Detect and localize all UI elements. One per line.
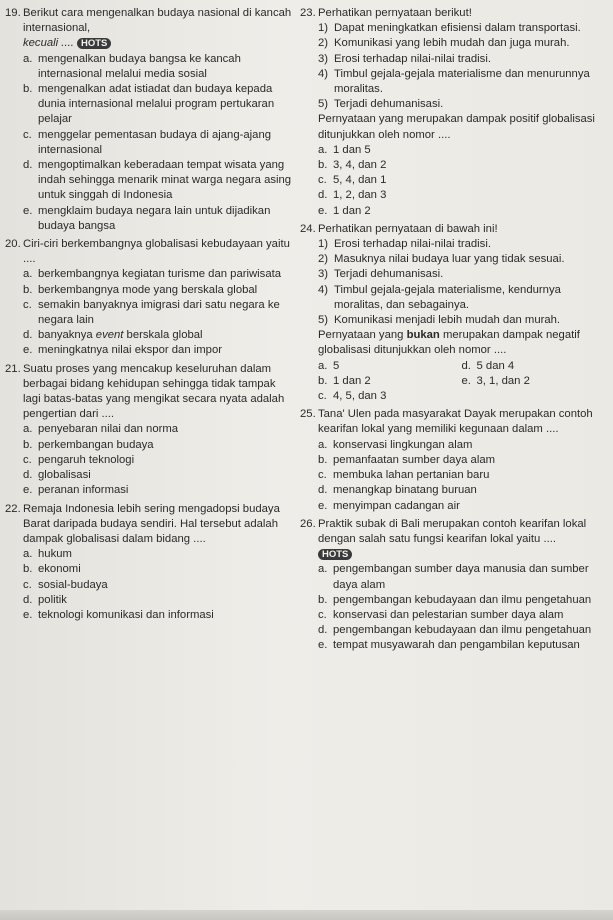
option-text: menangkap binatang buruan bbox=[333, 484, 477, 497]
option-text: berkembangnya kegiatan turisme dan pariwisata bbox=[38, 268, 282, 281]
option-b[interactable] bbox=[318, 453, 605, 468]
option-letter: d. bbox=[318, 189, 328, 202]
statement bbox=[318, 237, 605, 252]
option-c[interactable] bbox=[318, 468, 605, 483]
option-letter: e. bbox=[23, 484, 33, 497]
question-number: 24. bbox=[300, 222, 316, 235]
statement bbox=[318, 267, 605, 282]
option-text: membuka lahan pertanian baru bbox=[333, 469, 490, 482]
option-text: teknologi komunikasi dan informasi bbox=[38, 608, 214, 621]
question-prompt bbox=[318, 328, 605, 358]
question-21 bbox=[5, 362, 295, 499]
option-b[interactable] bbox=[23, 283, 295, 298]
question-number: 25. bbox=[300, 408, 316, 421]
option-text: 1, 2, dan 3 bbox=[333, 189, 387, 202]
option-d[interactable] bbox=[23, 328, 295, 343]
option-letter: d. bbox=[318, 484, 328, 497]
option-letter: e. bbox=[23, 204, 33, 217]
statement-text: Erosi terhadap nilai-nilai tradisi. bbox=[334, 238, 491, 251]
option-text: tempat musyawarah dan pengambilan keputusan bbox=[333, 639, 580, 652]
option-text: pemanfaatan sumber daya alam bbox=[333, 453, 496, 466]
option-e[interactable] bbox=[23, 204, 295, 234]
statement-number: 1) bbox=[318, 238, 329, 251]
option-text: 3, 1, dan 2 bbox=[476, 374, 530, 387]
statement-number: 4) bbox=[318, 67, 329, 80]
statement bbox=[318, 36, 605, 51]
option-b[interactable] bbox=[318, 374, 462, 389]
option-letter: e. bbox=[461, 374, 471, 387]
option-text: 5, 4, dan 1 bbox=[333, 174, 387, 187]
option-text: politik bbox=[38, 593, 67, 606]
option-letter: a. bbox=[318, 438, 328, 451]
option-b[interactable] bbox=[318, 593, 605, 608]
option-letter: e. bbox=[318, 204, 328, 217]
option-letter: e. bbox=[318, 639, 328, 652]
option-letter: d. bbox=[23, 593, 33, 606]
option-d[interactable] bbox=[318, 188, 605, 203]
option-e[interactable] bbox=[318, 204, 605, 219]
question-25 bbox=[300, 407, 605, 513]
option-letter: b. bbox=[23, 563, 33, 576]
option-text: 3, 4, dan 2 bbox=[333, 159, 387, 172]
prompt-part: Pernyataan yang bbox=[318, 329, 407, 342]
option-a[interactable] bbox=[318, 438, 605, 453]
option-letter: c. bbox=[23, 578, 32, 591]
option-text: 1 dan 2 bbox=[333, 374, 371, 387]
option-text: mengenalkan adat istiadat dan budaya kepada dunia internasional melalui program pertukaran pelajar bbox=[38, 83, 275, 126]
option-c[interactable] bbox=[23, 453, 295, 468]
option-letter: b. bbox=[318, 374, 328, 387]
option-c[interactable] bbox=[23, 578, 295, 593]
option-text: 4, 5, dan 3 bbox=[333, 390, 387, 403]
page-bottom-edge bbox=[0, 910, 613, 920]
option-letter: a. bbox=[23, 423, 33, 436]
left-column bbox=[5, 6, 295, 626]
option-text bbox=[38, 328, 295, 343]
option-d[interactable] bbox=[318, 623, 605, 638]
option-letter: a. bbox=[23, 548, 33, 561]
option-d[interactable] bbox=[23, 593, 295, 608]
option-letter: c. bbox=[318, 390, 327, 403]
option-text: menyimpan cadangan air bbox=[333, 499, 460, 512]
question-text: Tana' Ulen pada masyarakat Dayak merupakan contoh kearifan lokal yang memiliki kegunaan dalam .... bbox=[318, 408, 593, 436]
hots-badge-row bbox=[318, 547, 605, 562]
option-letter: b. bbox=[318, 453, 328, 466]
option-e[interactable] bbox=[318, 499, 605, 514]
option-letter: d. bbox=[318, 624, 328, 637]
question-prompt: Pernyataan yang merupakan dampak positif globalisasi ditunjukkan oleh nomor .... bbox=[318, 113, 595, 141]
option-text: mengenalkan budaya bangsa ke kancah internasional melalui media sosial bbox=[38, 52, 241, 80]
question-text: Remaja Indonesia lebih sering mengadopsi budaya Barat daripada budaya sendiri. Hal tersebut adalah dampak globalisasi dalam bidang .... bbox=[23, 502, 280, 545]
statement-number: 2) bbox=[318, 253, 329, 266]
option-text: konservasi dan pelestarian sumber daya alam bbox=[333, 608, 564, 621]
option-text-italic: event bbox=[95, 329, 124, 342]
option-c[interactable] bbox=[23, 298, 295, 328]
option-c[interactable] bbox=[318, 389, 462, 404]
option-c[interactable] bbox=[23, 128, 295, 158]
option-e[interactable] bbox=[318, 638, 605, 653]
option-letter: d. bbox=[23, 329, 33, 342]
question-text: Perhatikan pernyataan berikut! bbox=[318, 7, 472, 19]
option-d[interactable] bbox=[318, 483, 605, 498]
statement bbox=[318, 67, 605, 97]
question-23 bbox=[300, 6, 605, 219]
option-text: 5 dan 4 bbox=[476, 359, 515, 372]
option-a[interactable] bbox=[23, 422, 295, 437]
option-letter: b. bbox=[23, 83, 33, 96]
question-text: Ciri-ciri berkembangnya globalisasi kebudayaan yaitu .... bbox=[23, 238, 290, 266]
option-letter: d. bbox=[23, 469, 33, 482]
statement-text: Komunikasi yang lebih mudah dan juga murah. bbox=[334, 37, 570, 50]
right-column bbox=[300, 6, 605, 657]
option-b[interactable] bbox=[23, 438, 295, 453]
statement bbox=[318, 52, 605, 67]
option-letter: b. bbox=[318, 159, 328, 172]
option-text: pengembangan sumber daya manusia dan sumber daya alam bbox=[333, 563, 589, 591]
question-number: 22. bbox=[5, 502, 21, 515]
option-text: peranan informasi bbox=[38, 484, 129, 497]
option-d[interactable] bbox=[23, 158, 295, 204]
statement-number: 3) bbox=[318, 52, 329, 65]
question-number: 20. bbox=[5, 238, 21, 251]
statement-text: Terjadi dehumanisasi. bbox=[334, 98, 444, 111]
option-b[interactable] bbox=[23, 562, 295, 577]
option-letter: e. bbox=[23, 608, 33, 621]
option-e[interactable] bbox=[23, 343, 295, 358]
statement bbox=[318, 283, 605, 313]
option-letter: a. bbox=[318, 143, 328, 156]
option-text: menggelar pementasan budaya di ajang-ajang internasional bbox=[38, 128, 272, 156]
option-text: konservasi lingkungan alam bbox=[333, 438, 473, 451]
option-letter: e. bbox=[23, 344, 33, 357]
question-text: Perhatikan pernyataan di bawah ini! bbox=[318, 222, 498, 235]
option-letter: c. bbox=[23, 298, 32, 311]
question-text: Suatu proses yang mencakup keseluruhan dalam berbagai bidang kehidupan sehingga tidak tampak lagi batas-batas yang mengikat secara nyata adalah pengertian dari .... bbox=[23, 362, 285, 421]
statement-text: Komunikasi menjadi lebih mudah dan murah. bbox=[334, 314, 561, 327]
option-letter: c. bbox=[23, 128, 32, 141]
option-text: semakin banyaknya imigrasi dari satu negara ke negara lain bbox=[38, 298, 280, 327]
statement-number: 5) bbox=[318, 98, 329, 111]
option-c[interactable] bbox=[318, 608, 605, 623]
question-26 bbox=[300, 517, 605, 654]
hots-badge: HOTS bbox=[318, 549, 352, 560]
option-e[interactable] bbox=[462, 374, 606, 389]
statement bbox=[318, 21, 605, 36]
option-d[interactable] bbox=[462, 359, 606, 374]
question-text bbox=[23, 6, 295, 52]
prompt-bold: bukan bbox=[406, 329, 440, 342]
option-letter: d. bbox=[461, 359, 471, 372]
statement-text: Erosi terhadap nilai-nilai tradisi. bbox=[334, 52, 491, 65]
question-text-part: kecuali .... bbox=[23, 37, 74, 50]
option-letter: c. bbox=[23, 453, 32, 466]
option-a[interactable] bbox=[23, 547, 295, 562]
statement-number: 2) bbox=[318, 37, 329, 50]
hots-badge: HOTS bbox=[77, 38, 111, 49]
statement-number: 5) bbox=[318, 314, 329, 327]
option-letter: c. bbox=[318, 469, 327, 482]
question-number: 26. bbox=[300, 517, 316, 530]
option-text: pengaruh teknologi bbox=[38, 453, 135, 466]
statement-number: 4) bbox=[318, 283, 329, 296]
statement bbox=[318, 97, 605, 112]
option-letter: d. bbox=[23, 159, 33, 172]
option-letter: a. bbox=[318, 563, 328, 576]
option-letter: c. bbox=[318, 174, 327, 187]
option-text: sosial-budaya bbox=[38, 578, 108, 591]
option-text: penyebaran nilai dan norma bbox=[38, 423, 179, 436]
option-text-part: banyaknya bbox=[38, 329, 96, 342]
option-a[interactable] bbox=[318, 143, 605, 158]
option-e[interactable] bbox=[23, 608, 295, 623]
question-22 bbox=[5, 502, 295, 624]
option-text: mengklaim budaya negara lain untuk dijadikan budaya bangsa bbox=[38, 204, 271, 232]
question-20 bbox=[5, 237, 295, 359]
option-text: pengembangan kebudayaan dan ilmu pengetahuan bbox=[333, 593, 592, 606]
option-text: mengoptimalkan keberadaan tempat wisata yang indah sehingga menarik minat warga negara asing untuk singgah di Indonesia bbox=[38, 159, 292, 202]
option-letter: b. bbox=[23, 438, 33, 451]
option-text-part: berskala global bbox=[123, 329, 203, 342]
statement-text: Timbul gejala-gejala materialisme, kendurnya moralitas, dan sebagainya. bbox=[334, 283, 561, 311]
option-text: meningkatnya nilai ekspor dan impor bbox=[38, 344, 222, 357]
question-number: 19. bbox=[5, 7, 21, 19]
option-a[interactable] bbox=[23, 52, 295, 82]
statement-text: Timbul gejala-gejala materialisme dan menurunnya moralitas. bbox=[334, 67, 590, 96]
option-letter: b. bbox=[318, 593, 328, 606]
option-letter: e. bbox=[318, 499, 328, 512]
option-letter: a. bbox=[318, 359, 328, 372]
option-text: pengembangan kebudayaan dan ilmu pengetahuan bbox=[333, 624, 592, 637]
statement-number: 3) bbox=[318, 268, 329, 281]
statement-text: Dapat meningkatkan efisiensi dalam transportasi. bbox=[334, 22, 581, 35]
option-letter: c. bbox=[318, 608, 327, 621]
option-letter: a. bbox=[23, 52, 33, 65]
option-letter: b. bbox=[23, 283, 33, 296]
option-text: perkembangan budaya bbox=[38, 438, 154, 451]
question-number: 21. bbox=[5, 362, 21, 375]
question-24 bbox=[300, 222, 605, 404]
option-letter: a. bbox=[23, 268, 33, 281]
question-number: 23. bbox=[300, 7, 316, 19]
option-text: globalisasi bbox=[38, 469, 91, 482]
option-text: 1 dan 5 bbox=[333, 143, 371, 156]
statement bbox=[318, 313, 605, 328]
option-a[interactable] bbox=[318, 562, 605, 592]
option-text: hukum bbox=[38, 548, 72, 561]
option-e[interactable] bbox=[23, 483, 295, 498]
option-text: ekonomi bbox=[38, 563, 81, 576]
option-text: 1 dan 2 bbox=[333, 204, 371, 217]
option-a[interactable] bbox=[318, 359, 462, 374]
question-19 bbox=[5, 6, 295, 234]
statement-text: Terjadi dehumanisasi. bbox=[334, 268, 444, 281]
option-c[interactable] bbox=[318, 173, 605, 188]
option-b[interactable] bbox=[23, 82, 295, 128]
options-grid bbox=[318, 359, 605, 405]
prompt-part: merupakan dampak negatif globalisasi ditunjukkan oleh nomor .... bbox=[318, 329, 580, 357]
question-text-part: Berikut cara mengenalkan budaya nasional di kancah internasional, bbox=[23, 7, 292, 35]
statement-number: 1) bbox=[318, 22, 329, 35]
option-text: berkembangnya mode yang berskala global bbox=[38, 283, 258, 296]
option-b[interactable] bbox=[318, 158, 605, 173]
option-d[interactable] bbox=[23, 468, 295, 483]
question-text: Praktik subak di Bali merupakan contoh kearifan lokal dengan salah satu fungsi kearifan lokal yaitu .... bbox=[318, 517, 587, 545]
statement bbox=[318, 252, 605, 267]
option-a[interactable] bbox=[23, 267, 295, 282]
statement-text: Masuknya nilai budaya luar yang tidak sesuai. bbox=[334, 253, 565, 266]
option-text: 5 bbox=[333, 359, 340, 372]
